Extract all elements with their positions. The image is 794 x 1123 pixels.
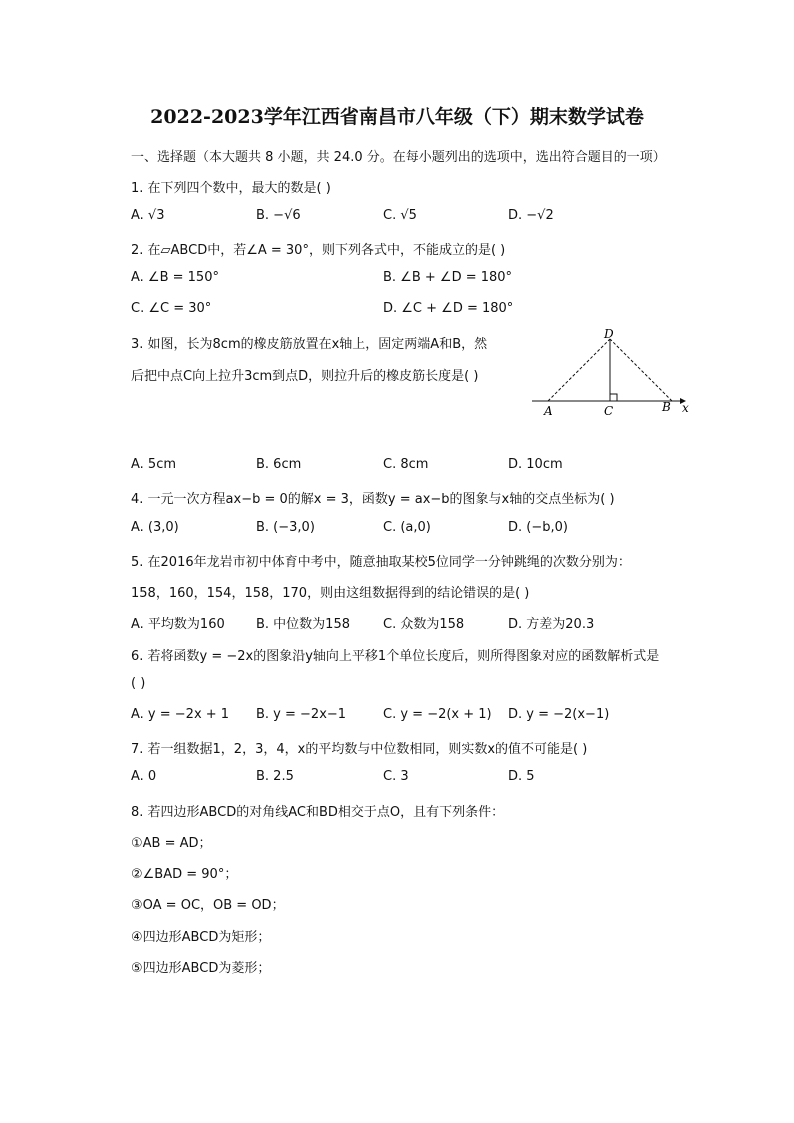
- q5-option-c[interactable]: C. 众数为158: [383, 617, 465, 632]
- q8-condition-2: ②∠BAD = 90°；: [131, 867, 238, 882]
- question-5-stem-line1: 5. 在2016年龙岩市初中体育中考中，随意抽取某校5位同学一分钟跳绳的次数分别为：: [131, 555, 631, 570]
- question-1-stem: 1. 在下列四个数中，最大的数是( ): [131, 181, 331, 196]
- question-6-stem-line2: ( ): [131, 676, 146, 691]
- question-3-stem-line1: 3. 如图，长为8cm的橡皮筋放置在x轴上，固定两端A和B，然: [131, 337, 488, 352]
- question-5-stem-line2: 158，160，154，158，170，则由这组数据得到的结论错误的是( ): [131, 586, 530, 601]
- q3-figure: [528, 328, 698, 420]
- segment-ad: [548, 339, 610, 401]
- q1-option-b[interactable]: B. −√6: [256, 208, 301, 223]
- q8-condition-1: ①AB = AD；: [131, 836, 212, 851]
- q2-option-a[interactable]: A. ∠B = 150°: [131, 270, 219, 285]
- q5-option-a[interactable]: A. 平均数为160: [131, 617, 225, 632]
- q2-option-b[interactable]: B. ∠B + ∠D = 180°: [383, 270, 513, 285]
- q1-option-a[interactable]: A. √3: [131, 208, 165, 223]
- section-heading: 一、选择题（本大题共 8 小题，共 24.0 分。在每小题列出的选项中，选出符合题目的一项）: [131, 150, 666, 165]
- question-6-stem-line1: 6. 若将函数y = −2x的图象沿y轴向上平移1个单位长度后，则所得图象对应的函数解析式是: [131, 649, 660, 664]
- q3-option-b[interactable]: B. 6cm: [256, 457, 302, 472]
- q6-option-c[interactable]: C. y = −2(x + 1): [383, 707, 492, 722]
- q5-option-d[interactable]: D. 方差为20.3: [508, 617, 595, 632]
- question-2-stem: 2. 在▱ABCD中，若∠A = 30°，则下列各式中，不能成立的是( ): [131, 243, 506, 258]
- right-angle-mark: [610, 394, 617, 401]
- label-b: B: [662, 400, 671, 414]
- question-4-stem: 4. 一元一次方程ax−b = 0的解x = 3，函数y = ax−b的图象与x轴的交点坐标为( ): [131, 492, 615, 507]
- q8-condition-4: ④四边形ABCD为矩形；: [131, 930, 271, 945]
- q7-option-b[interactable]: B. 2.5: [256, 769, 294, 784]
- q1-option-c[interactable]: C. √5: [383, 208, 417, 223]
- q7-option-d[interactable]: D. 5: [508, 769, 535, 784]
- segment-bd: [610, 339, 672, 401]
- q1-option-d[interactable]: D. −√2: [508, 208, 554, 223]
- label-c: C: [604, 404, 614, 418]
- q6-option-a[interactable]: A. y = −2x + 1: [131, 707, 230, 722]
- q4-option-d[interactable]: D. (−b,0): [508, 520, 568, 535]
- q8-condition-3: ③OA = OC，OB = OD；: [131, 898, 285, 913]
- q4-option-a[interactable]: A. (3,0): [131, 520, 179, 535]
- question-7-stem: 7. 若一组数据1，2，3，4，x的平均数与中位数相同，则实数x的值不可能是( ): [131, 742, 588, 757]
- label-x: x: [682, 401, 689, 415]
- q7-option-c[interactable]: C. 3: [383, 769, 409, 784]
- q2-option-c[interactable]: C. ∠C = 30°: [131, 301, 212, 316]
- q3-option-d[interactable]: D. 10cm: [508, 457, 563, 472]
- q3-option-c[interactable]: C. 8cm: [383, 457, 429, 472]
- question-3-stem-line2: 后把中点C向上拉升3cm到点D，则拉升后的橡皮筋长度是( ): [131, 369, 479, 384]
- q6-option-b[interactable]: B. y = −2x−1: [256, 707, 347, 722]
- q5-option-b[interactable]: B. 中位数为158: [256, 617, 350, 632]
- q4-option-c[interactable]: C. (a,0): [383, 520, 431, 535]
- q8-condition-5: ⑤四边形ABCD为菱形；: [131, 961, 271, 976]
- question-8-stem: 8. 若四边形ABCD的对角线AC和BD相交于点O，且有下列条件：: [131, 805, 505, 820]
- q6-option-d[interactable]: D. y = −2(x−1): [508, 707, 610, 722]
- q7-option-a[interactable]: A. 0: [131, 769, 157, 784]
- label-d: D: [604, 328, 614, 341]
- q4-option-b[interactable]: B. (−3,0): [256, 520, 315, 535]
- q2-option-d[interactable]: D. ∠C + ∠D = 180°: [383, 301, 514, 316]
- exam-title: 2022-2023学年江西省南昌市八年级（下）期末数学试卷: [150, 106, 644, 128]
- q3-option-a[interactable]: A. 5cm: [131, 457, 177, 472]
- label-a: A: [544, 404, 553, 418]
